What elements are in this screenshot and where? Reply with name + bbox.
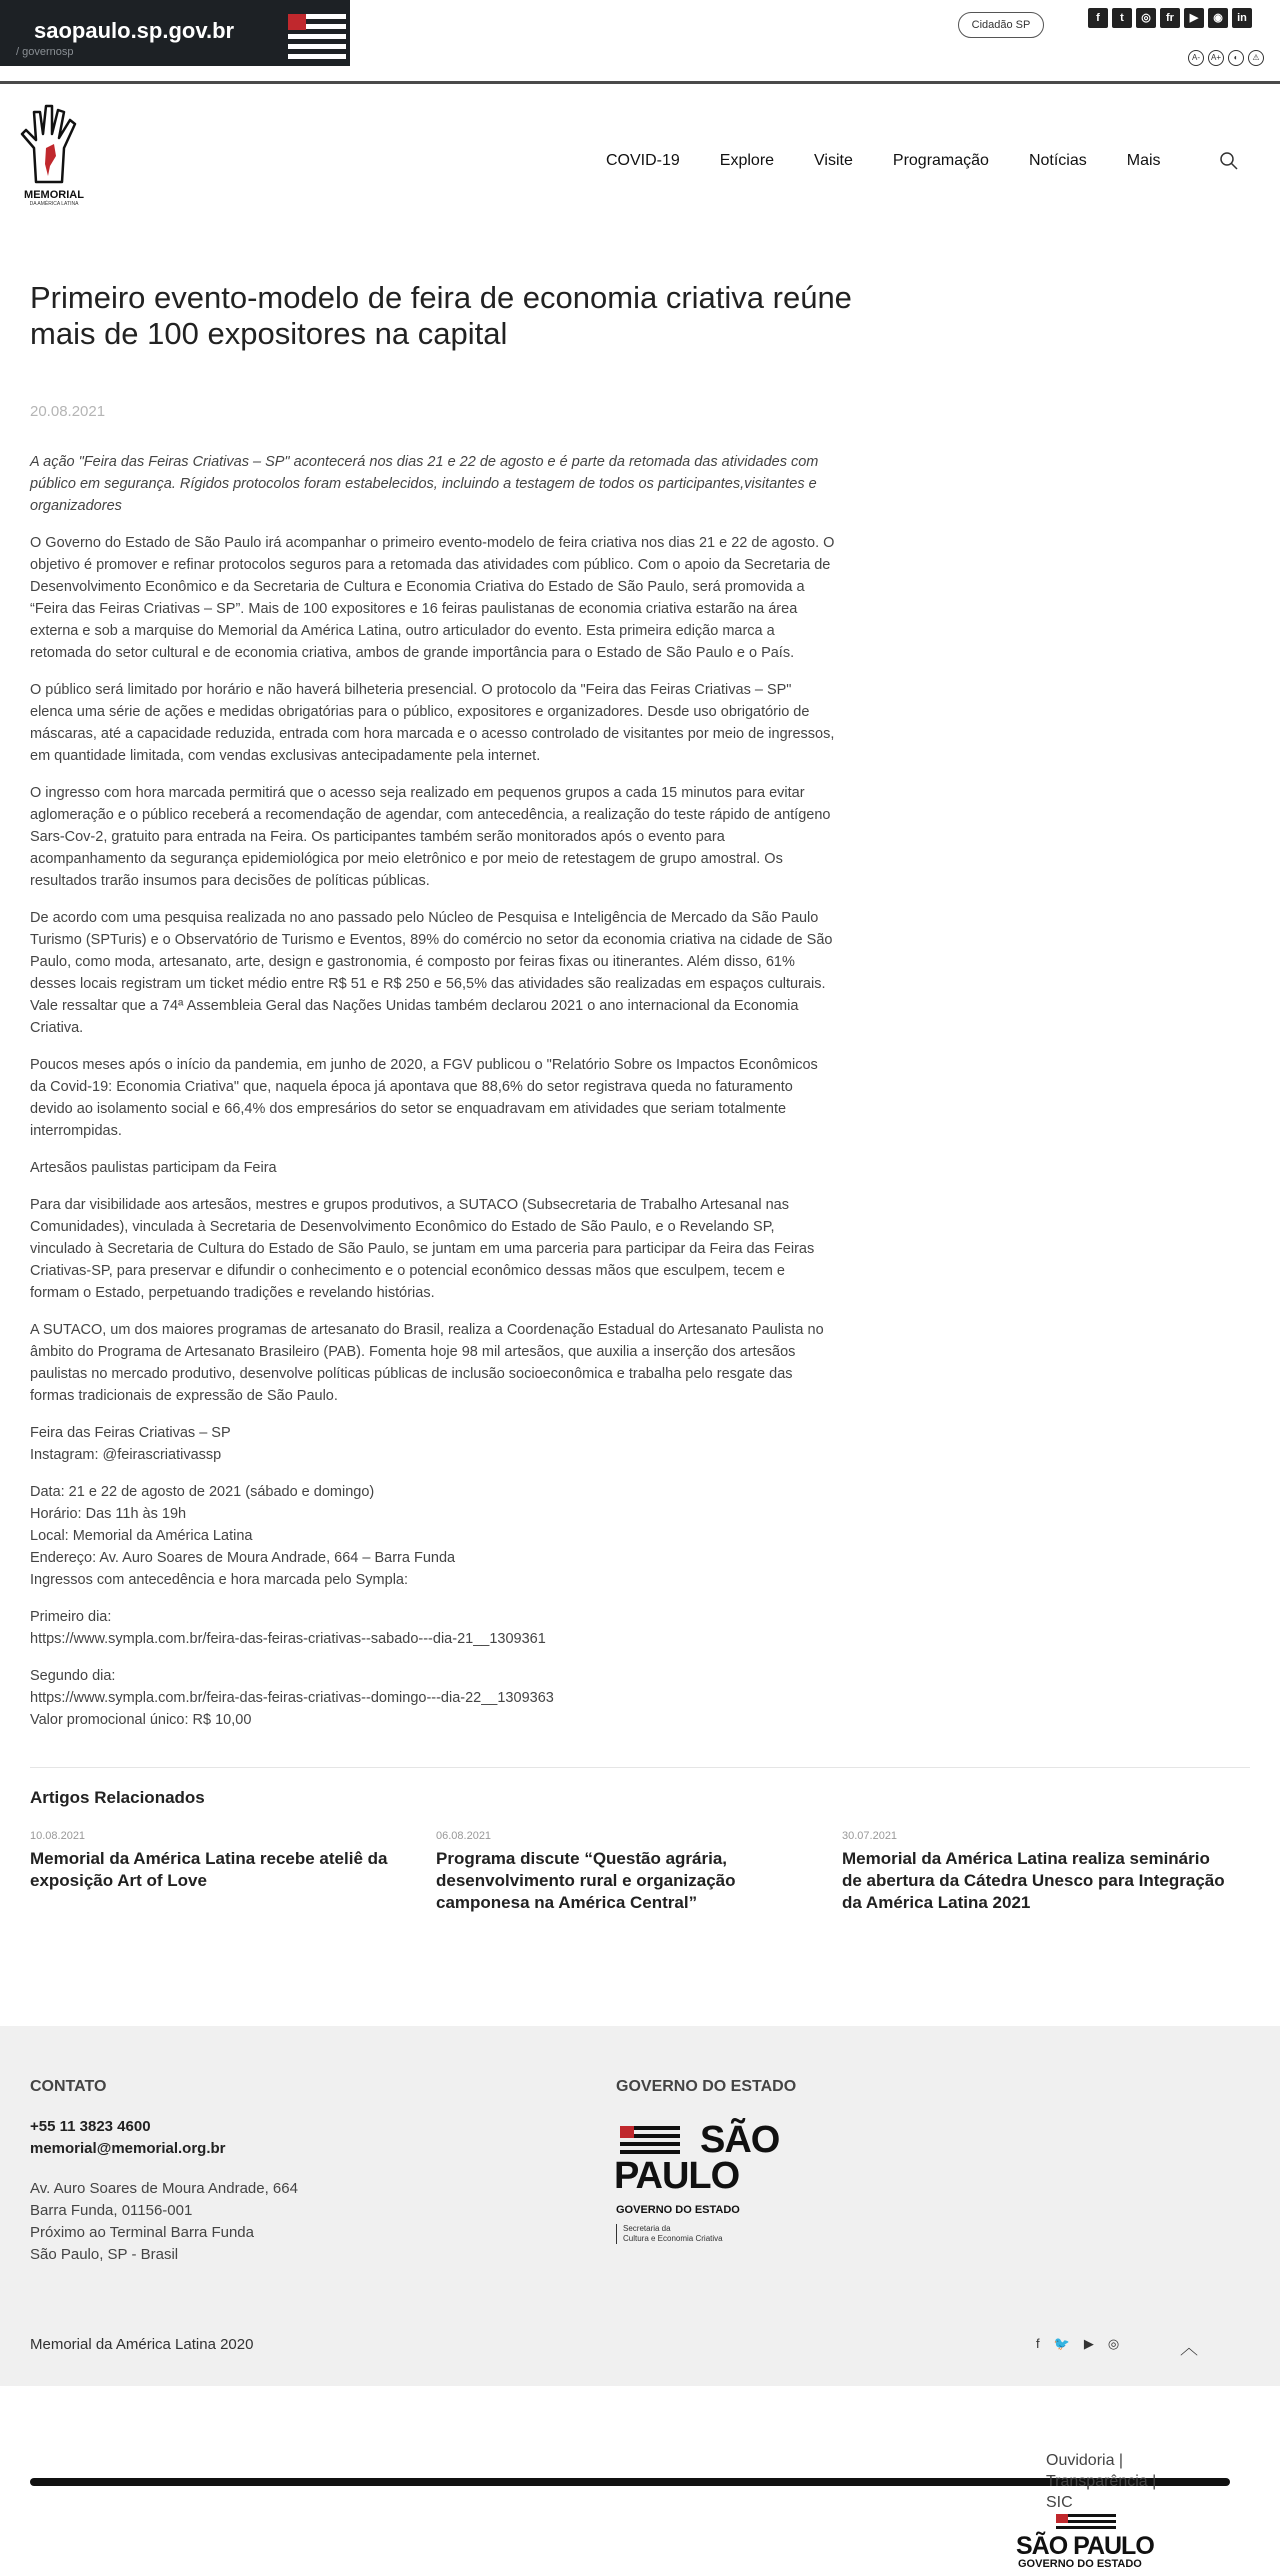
hand-logo-icon xyxy=(12,104,96,184)
article-header xyxy=(30,280,852,352)
nav-visite[interactable]: Visite xyxy=(814,152,853,169)
secretaria-line: Secretaria da xyxy=(623,2224,671,2233)
linkedin-icon[interactable]: in xyxy=(1232,8,1252,28)
related-articles xyxy=(30,1830,1250,1914)
font-increase-icon[interactable]: A+ xyxy=(1208,50,1224,66)
link-ouvidoria[interactable]: Ouvidoria | xyxy=(1046,2452,1124,2469)
article-paragraph: A SUTACO, um dos maiores programas de artesanato do Brasil, realiza a Coordenação Estadual do Artesanato Paulista no âmbito do Programa de Artesanato Brasileiro (PAB). Fomenta hoje 98 mil artesãos, que auxilia a inserção dos artesãos paulistas no mercado produtivo, desenvolve políticas públicas de inclusão socioeconômica e trabalha pelo resgate das formas tradicionais de expressão de São Paulo. xyxy=(30,1322,824,1404)
article-lead: A ação "Feira das Feiras Criativas – SP" acontecerá nos dias 21 e 22 de agosto e é parte da retomada das atividades com público em segurança. Rígidos protocolos foram estabelecidos, incluindo a testagem de todos os participantes,visitantes e organizadores xyxy=(30,454,819,514)
sp-bottom-logo[interactable] xyxy=(1016,2510,1186,2574)
related-date: 10.08.2021 xyxy=(30,1830,86,1842)
second-day-label: Segundo dia: xyxy=(30,1668,116,1684)
logo-tagline: DA AMÉRICA LATINA xyxy=(29,201,79,207)
youtube-icon[interactable]: ▶ xyxy=(1083,2336,1094,2351)
footer-address xyxy=(30,2178,298,2266)
article-paragraph: De acordo com uma pesquisa realizada no ano passado pelo Núcleo de Pesquisa e Inteligência de Mercado da São Paulo Turismo (SPTuris) e o Observatório de Turismo e Eventos, 89% do comércio no setor da economia criativa na cidade de São Paulo, como moda, artesanato, arte, design e gastronomia, é composto por feiras fixas ou itinerantes. Além disso, 61% desses locais registram um ticket médio entre R$ 51 e R$ 250 e 56,5% das atividades são realizadas em espaços culturais. Vale ressaltar que a 74ª Assembleia Geral das Nações Unidas também declarou 2021 o ano internacional da Economia Criativa. xyxy=(30,910,833,1036)
contrast-icon[interactable]: ◐ xyxy=(1228,50,1244,66)
gov-bottom-bar xyxy=(0,2386,1280,2574)
divider xyxy=(30,1767,1250,1768)
related-date: 06.08.2021 xyxy=(436,1830,492,1842)
nav-covid[interactable]: COVID-19 xyxy=(606,152,680,169)
link-sic[interactable]: SIC xyxy=(1046,2494,1073,2511)
event-info-3 xyxy=(30,1606,836,1650)
nav-mais[interactable]: Mais xyxy=(1126,152,1161,169)
nav-programacao[interactable]: Programação xyxy=(892,152,989,169)
sp-logo-secretaria xyxy=(616,2224,723,2244)
accessibility-icons xyxy=(1188,50,1264,66)
twitter-icon[interactable]: t xyxy=(1112,8,1132,28)
footer-copyright: Memorial da América Latina 2020 xyxy=(30,2336,254,2353)
sp-logo-sao: SÃO xyxy=(700,2119,780,2161)
related-headline[interactable]: Programa discute “Questão agrária, desenvolvimento rural e organização camponesa na América Central” xyxy=(436,1849,736,1912)
instagram-icon[interactable]: ◎ xyxy=(1136,8,1156,28)
font-decrease-icon[interactable]: A- xyxy=(1188,50,1204,66)
event-address: Endereço: Av. Auro Soares de Moura Andrade, 664 – Barra Funda xyxy=(30,1550,456,1566)
gov-topbar xyxy=(0,0,1280,84)
sp-bottom-title: SÃO PAULO xyxy=(1016,2532,1154,2560)
main-nav xyxy=(606,152,1201,170)
sp-flag-icon xyxy=(282,0,350,66)
sp-government-logo[interactable] xyxy=(614,2116,784,2256)
link-transparencia[interactable]: Transparência | xyxy=(1046,2473,1157,2490)
camera-icon[interactable]: ◉ xyxy=(1208,8,1228,28)
footer-phone[interactable]: +55 11 3823 4600 xyxy=(30,2118,151,2135)
event-time: Horário: Das 11h às 19h xyxy=(30,1506,187,1522)
event-instagram[interactable]: Instagram: @feirascriativassp xyxy=(30,1447,222,1463)
facebook-icon[interactable]: f xyxy=(1088,8,1108,28)
second-day-link[interactable]: https://www.sympla.com.br/feira-das-feiras-criativas--domingo---dia-22__1309363 xyxy=(30,1690,554,1706)
event-info-4 xyxy=(30,1665,836,1731)
event-date: Data: 21 e 22 de agosto de 2021 (sábado e domingo) xyxy=(30,1484,375,1500)
back-to-top-icon[interactable]: ︿ xyxy=(1180,2338,1198,2358)
article-subheading: Artesãos paulistas participam da Feira xyxy=(30,1160,277,1176)
top-social-icons xyxy=(1088,8,1252,28)
cidadao-sp-button[interactable]: Cidadão SP xyxy=(958,12,1044,38)
related-article[interactable] xyxy=(436,1830,842,1914)
event-tickets: Ingressos com antecedência e hora marcada pelo Sympla: xyxy=(30,1572,409,1588)
nav-explore[interactable]: Explore xyxy=(719,152,775,169)
sp-bottom-gov: GOVERNO DO ESTADO xyxy=(1018,2558,1142,2570)
article-body xyxy=(30,451,836,1746)
sp-logo-gov: GOVERNO DO ESTADO xyxy=(616,2204,740,2216)
related-date: 30.07.2021 xyxy=(842,1830,898,1842)
article-title: Primeiro evento-modelo de feira de economia criativa reúne mais de 100 expositores na capital xyxy=(30,280,852,351)
facebook-icon[interactable]: f xyxy=(1036,2336,1040,2351)
instagram-icon[interactable]: ◎ xyxy=(1107,2336,1120,2351)
article-paragraph: Para dar visibilidade aos artesãos, mestres e grupos produtivos, a SUTACO (Subsecretaria de Trabalho Artesanal nas Comunidades), vinculada à Secretaria de Desenvolvimento Econômico do Estado de São Paulo, e o Revelando SP, vinculado à Secretaria de Cultura do Estado de São Paulo, se juntam em uma parceria para participar da Feira das Feiras Criativas-SP, para preservar e difundir o conhecimento e o potencial econômico dessas mãos que esculpem, tecem e formam o Estado, perpetuando tradições e revelando histórias. xyxy=(30,1197,815,1301)
twitter-icon[interactable]: 🐦 xyxy=(1053,2336,1070,2351)
gov-links xyxy=(1046,2450,1156,2513)
sp-logo-paulo: PAULO xyxy=(614,2155,740,2197)
memorial-logo[interactable] xyxy=(12,104,96,210)
address-line: Av. Auro Soares de Moura Andrade, 664 xyxy=(30,2180,298,2197)
article-paragraph: O ingresso com hora marcada permitirá que o acesso seja realizado em pequenos grupos a cada 15 minutos para evitar aglomeração e o público receberá a recomendação de agendar, com antecedência, a realização do teste rápido de antígeno Sars-Cov-2, gratuito para entrada na Feira. Os participantes também serão monitorados após o evento para acompanhamento da segurança epidemiológica por meio eletrônico e por meio de retestagem de grupo amostral. Os resultados trarão insumos para decisões de políticas públicas. xyxy=(30,785,831,889)
related-title: Artigos Relacionados xyxy=(30,1788,205,1807)
article-paragraph: O Governo do Estado de São Paulo irá acompanhar o primeiro evento-modelo de feira criativa nos dias 21 e 22 de agosto. O objetivo é promover e refinar protocolos seguros para a retomada das atividades com público. Com o apoio da Secretaria de Desenvolvimento Econômico e da Secretaria de Cultura e Economia Criativa do Estado de São Paulo, será promovida a “Feira das Feiras Criativas – SP”. Mais de 100 expositores e 16 feiras paulistanas de economia criativa estarão na área externa e sob a marquise do Memorial da América Latina, outro articulador do evento. Esta primeira edição marca a retomada do setor cultural e de economia criativa, ambos de grande importância para o Estado de São Paulo e o País. xyxy=(30,535,835,661)
alert-icon[interactable]: ⚠ xyxy=(1248,50,1264,66)
footer-gov-title: GOVERNO DO ESTADO xyxy=(616,2078,797,2095)
first-day-label: Primeiro dia: xyxy=(30,1609,112,1625)
flickr-icon[interactable]: fr xyxy=(1160,8,1180,28)
article-paragraph: Poucos meses após o início da pandemia, em junho de 2020, a FGV publicou o "Relatório Sobre os Impactos Econômicos da Covid-19: Economia Criativa" que, naquela época já apontava que 88,6% do setor registrava queda no faturamento devido ao isolamento social e 66,4% dos empresários do setor se enquadravam em atividades que seriam totalmente interrompidas. xyxy=(30,1057,818,1139)
related-article[interactable] xyxy=(842,1830,1248,1914)
gov-sub: / governosp xyxy=(16,46,74,58)
search-icon[interactable] xyxy=(1218,150,1240,172)
article-paragraph: O público será limitado por horário e não haverá bilheteria presencial. O protocolo da "Feira das Feiras Criativas – SP" elenca uma série de ações e medidas obrigatórias para o público, expositores e organizadores. Desde uso obrigatório de máscaras, até a capacidade reduzida, entrada com hora marcada e o acesso controlado de visitantes por meio de ingressos, em quantidade limitada, com vendas exclusivas antecipadamente pela internet. xyxy=(30,682,835,764)
event-info-1 xyxy=(30,1422,836,1466)
logo-name: MEMORIAL xyxy=(24,189,84,201)
address-line: São Paulo, SP - Brasil xyxy=(30,2246,179,2263)
nav-noticias[interactable]: Notícias xyxy=(1028,152,1087,169)
article-date: 20.08.2021 xyxy=(30,403,106,420)
address-line: Próximo ao Terminal Barra Funda xyxy=(30,2224,254,2241)
footer-social-icons xyxy=(1036,2336,1119,2352)
promo-price: Valor promocional único: R$ 10,00 xyxy=(30,1712,252,1728)
event-name: Feira das Feiras Criativas – SP xyxy=(30,1425,231,1441)
secretaria-line: Cultura e Economia Criativa xyxy=(623,2234,723,2243)
gov-domain[interactable]: saopaulo.sp.gov.br xyxy=(34,18,235,43)
youtube-icon[interactable]: ▶ xyxy=(1184,8,1204,28)
related-headline[interactable]: Memorial da América Latina recebe ateliê da exposição Art of Love xyxy=(30,1849,388,1890)
event-info-2 xyxy=(30,1481,836,1591)
first-day-link[interactable]: https://www.sympla.com.br/feira-das-feiras-criativas--sabado---dia-21__1309361 xyxy=(30,1631,546,1647)
site-footer xyxy=(0,2026,1280,2386)
event-location: Local: Memorial da América Latina xyxy=(30,1528,253,1544)
related-article[interactable] xyxy=(30,1830,436,1914)
address-line: Barra Funda, 01156-001 xyxy=(30,2202,193,2219)
footer-contato-title: CONTATO xyxy=(30,2078,107,2095)
related-headline[interactable]: Memorial da América Latina realiza seminário de abertura da Cátedra Unesco para Integração da América Latina 2021 xyxy=(842,1849,1225,1912)
gov-logo[interactable] xyxy=(0,0,350,66)
footer-email[interactable]: memorial@memorial.org.br xyxy=(30,2140,226,2157)
